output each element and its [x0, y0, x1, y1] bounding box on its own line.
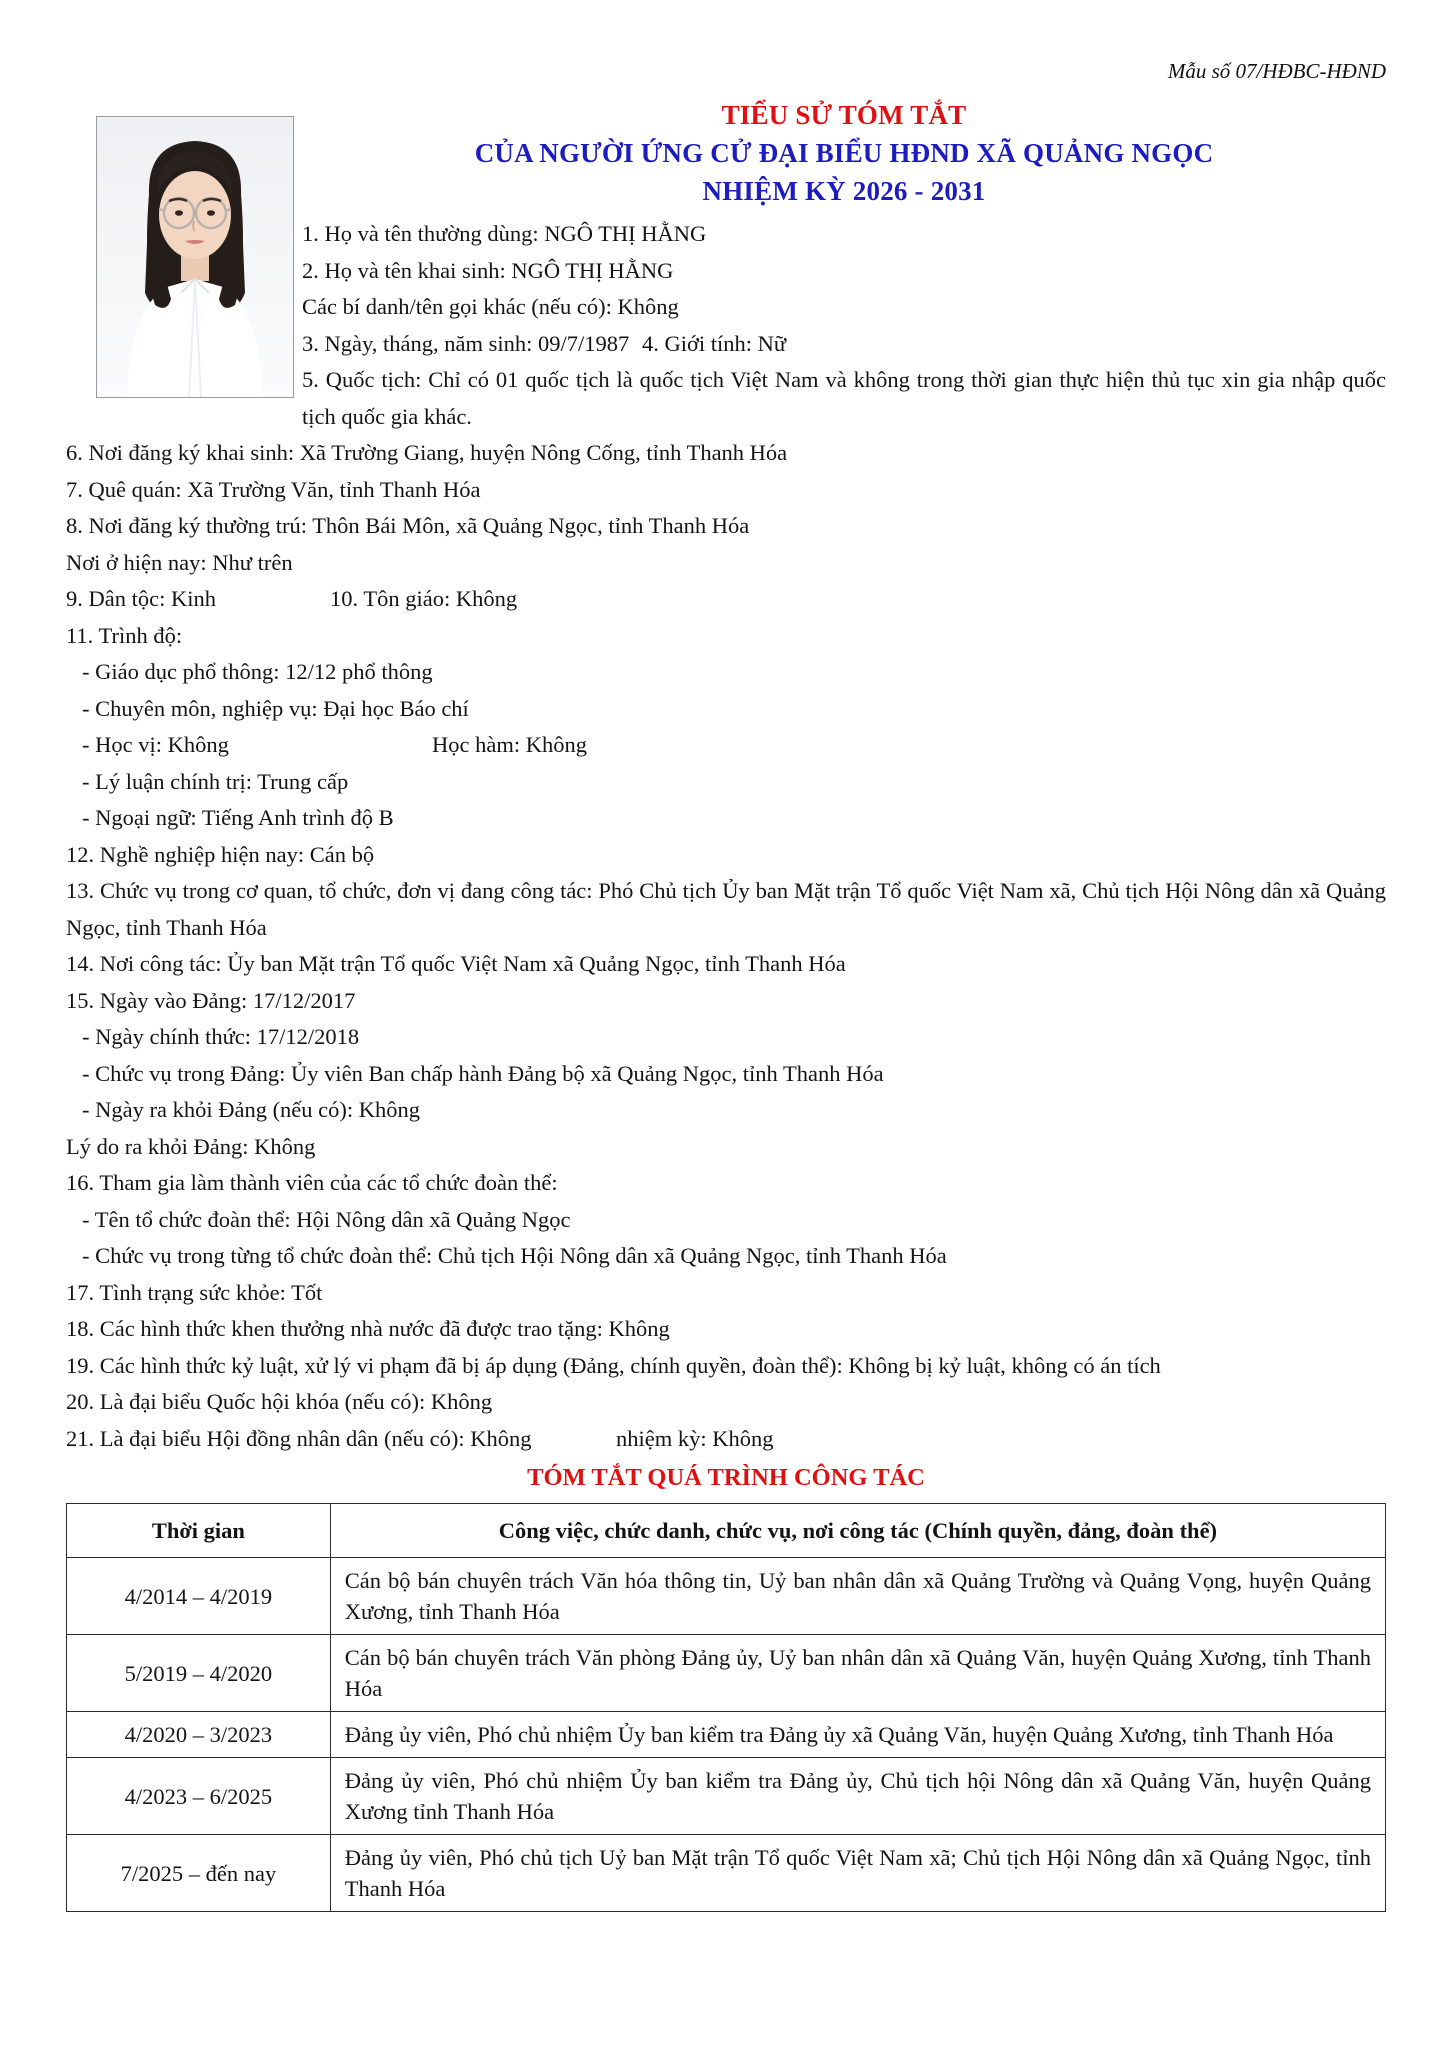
item-current-position: 13. Chức vụ trong cơ quan, tổ chức, đơn vị đang công tác: Phó Chủ tịch Ủy ban Mặt trận Tổ quốc Việt Nam xã, Chủ tịch Hội Nông dân xã Quảng Ngọc, tỉnh Thanh Hóa	[66, 878, 1386, 940]
duties-cell: Cán bộ bán chuyên trách Văn phòng Đảng ủy, Uỷ ban nhân dân xã Quảng Văn, huyện Quảng Xương, tỉnh Thanh Hóa	[330, 1635, 1385, 1712]
item-party-join-date: 15. Ngày vào Đảng: 17/12/2017	[66, 987, 356, 1013]
biography-content	[66, 96, 1386, 1912]
period-cell: 4/2020 – 3/2023	[67, 1712, 331, 1758]
period-cell: 4/2023 – 6/2025	[67, 1758, 331, 1835]
item-council-term: nhiệm kỳ: Không	[616, 1425, 774, 1451]
item-academic-degree	[66, 727, 1386, 764]
item-dob: 3. Ngày, tháng, năm sinh: 09/7/1987	[302, 330, 630, 356]
item-political-theory: - Lý luận chính trị: Trung cấp	[82, 768, 349, 794]
table-header-row	[67, 1504, 1386, 1558]
item-religion: 10. Tôn giáo: Không	[330, 586, 518, 611]
item-health: 17. Tình trạng sức khỏe: Tốt	[66, 1279, 323, 1305]
column-header-period: Thời gian	[67, 1504, 331, 1558]
duties-cell: Đảng ủy viên, Phó chủ nhiệm Ủy ban kiểm tra Đảng ủy xã Quảng Văn, huyện Quảng Xương, tỉnh Thanh Hóa	[330, 1712, 1385, 1758]
item-birth-registration: 6. Nơi đăng ký khai sinh: Xã Trường Giang, huyện Nông Cống, tỉnh Thanh Hóa	[66, 440, 788, 465]
item-peoples-council	[66, 1421, 1386, 1458]
item-ethnicity-religion	[66, 581, 1386, 618]
item-occupation: 12. Nghề nghiệp hiện nay: Cán bộ	[66, 841, 375, 867]
form-code: Mẫu số 07/HĐBC-HĐND	[1167, 59, 1386, 83]
item-foreign-language: - Ngoại ngữ: Tiếng Anh trình độ B	[82, 805, 394, 830]
item-council-member: 21. Là đại biểu Hội đồng nhân dân (nếu có): Không	[66, 1425, 532, 1451]
item-degree: - Học vị: Không	[82, 732, 229, 757]
item-organizations-header: 16. Tham gia làm thành viên của các tổ chức đoàn thể:	[66, 1170, 558, 1195]
period-cell: 4/2014 – 4/2019	[67, 1558, 331, 1635]
item-workplace: 14. Nơi công tác: Ủy ban Mặt trận Tổ quốc Việt Nam xã Quảng Ngọc, tỉnh Thanh Hóa	[66, 951, 846, 976]
table-row	[67, 1558, 1386, 1635]
item-common-name: 1. Họ và tên thường dùng: NGÔ THỊ HẰNG	[302, 221, 707, 246]
item-discipline: 19. Các hình thức kỷ luật, xử lý vi phạm đã bị áp dụng (Đảng, chính quyền, đoàn thể): Không bị kỷ luật, không có án tích	[66, 1352, 1161, 1378]
item-national-assembly: 20. Là đại biểu Quốc hội khóa (nếu có): Không	[66, 1389, 493, 1414]
period-cell: 7/2025 – đến nay	[67, 1835, 331, 1912]
item-education-header: 11. Trình độ:	[66, 622, 183, 648]
title-sub: CỦA NGƯỜI ỨNG CỬ ĐẠI BIỂU HĐND XÃ QUẢNG NGỌC	[474, 138, 1214, 168]
item-professional-education: - Chuyên môn, nghiệp vụ: Đại học Báo chí	[82, 695, 469, 721]
item-party-position: - Chức vụ trong Đảng: Ủy viên Ban chấp hành Đảng bộ xã Quảng Ngọc, tỉnh Thanh Hóa	[82, 1060, 884, 1086]
item-awards: 18. Các hình thức khen thưởng nhà nước đã được trao tặng: Không	[66, 1316, 670, 1341]
item-party-leave-date: - Ngày ra khỏi Đảng (nếu có): Không	[82, 1097, 421, 1122]
item-nationality: 5. Quốc tịch: Chỉ có 01 quốc tịch là quốc tịch Việt Nam và không trong thời gian thực hiện thủ tục xin gia nhập quốc tịch quốc gia khác.	[302, 367, 1386, 429]
item-ethnicity: 9. Dân tộc: Kinh	[66, 586, 216, 611]
item-party-leave-reason: Lý do ra khỏi Đảng: Không	[66, 1133, 316, 1159]
item-gender: 4. Giới tính: Nữ	[642, 330, 787, 356]
item-birth-name: 2. Họ và tên khai sinh: NGÔ THỊ HẰNG	[302, 257, 674, 283]
item-organization-name: - Tên tổ chức đoàn thể: Hội Nông dân xã Quảng Ngọc	[82, 1206, 571, 1232]
work-history-heading: TÓM TẮT QUÁ TRÌNH CÔNG TÁC	[527, 1464, 925, 1491]
item-permanent-residence: 8. Nơi đăng ký thường trú: Thôn Bái Môn, xã Quảng Ngọc, tỉnh Thanh Hóa	[66, 513, 750, 538]
table-row	[67, 1758, 1386, 1835]
duties-cell: Cán bộ bán chuyên trách Văn hóa thông tin, Uỷ ban nhân dân xã Quảng Trường và Quảng Vọng, huyện Quảng Xương, tỉnh Thanh Hóa	[330, 1558, 1385, 1635]
table-row	[67, 1712, 1386, 1758]
item-alias: Các bí danh/tên gọi khác (nếu có): Không	[302, 294, 679, 319]
duties-cell: Đảng ủy viên, Phó chủ tịch Uỷ ban Mặt trận Tổ quốc Việt Nam xã; Chủ tịch Hội Nông dân xã Quảng Ngọc, tỉnh Thanh Hóa	[330, 1835, 1385, 1912]
title-main: TIỂU SỬ TÓM TẮT	[721, 100, 967, 130]
title-term: NHIỆM KỲ 2026 - 2031	[702, 176, 986, 206]
item-general-education: - Giáo dục phổ thông: 12/12 phổ thông	[82, 659, 433, 684]
portrait-illustration	[97, 117, 293, 397]
item-hometown: 7. Quê quán: Xã Trường Văn, tỉnh Thanh Hóa	[66, 476, 481, 502]
column-header-duties: Công việc, chức danh, chức vụ, nơi công tác (Chính quyền, đảng, đoàn thể)	[330, 1504, 1385, 1558]
period-cell: 5/2019 – 4/2020	[67, 1635, 331, 1712]
candidate-photo	[96, 116, 294, 398]
work-history-table	[66, 1503, 1386, 1912]
duties-cell: Đảng ủy viên, Phó chủ nhiệm Ủy ban kiểm tra Đảng ủy, Chủ tịch hội Nông dân xã Quảng Văn, huyện Quảng Xương tỉnh Thanh Hóa	[330, 1758, 1385, 1835]
item-academic-title: Học hàm: Không	[432, 732, 587, 757]
table-row	[67, 1635, 1386, 1712]
table-row	[67, 1835, 1386, 1912]
item-party-official-date: - Ngày chính thức: 17/12/2018	[82, 1024, 360, 1049]
item-organization-role: - Chức vụ trong từng tổ chức đoàn thể: Chủ tịch Hội Nông dân xã Quảng Ngọc, tỉnh Thanh Hóa	[82, 1243, 947, 1268]
item-current-residence: Nơi ở hiện nay: Như trên	[66, 549, 293, 575]
